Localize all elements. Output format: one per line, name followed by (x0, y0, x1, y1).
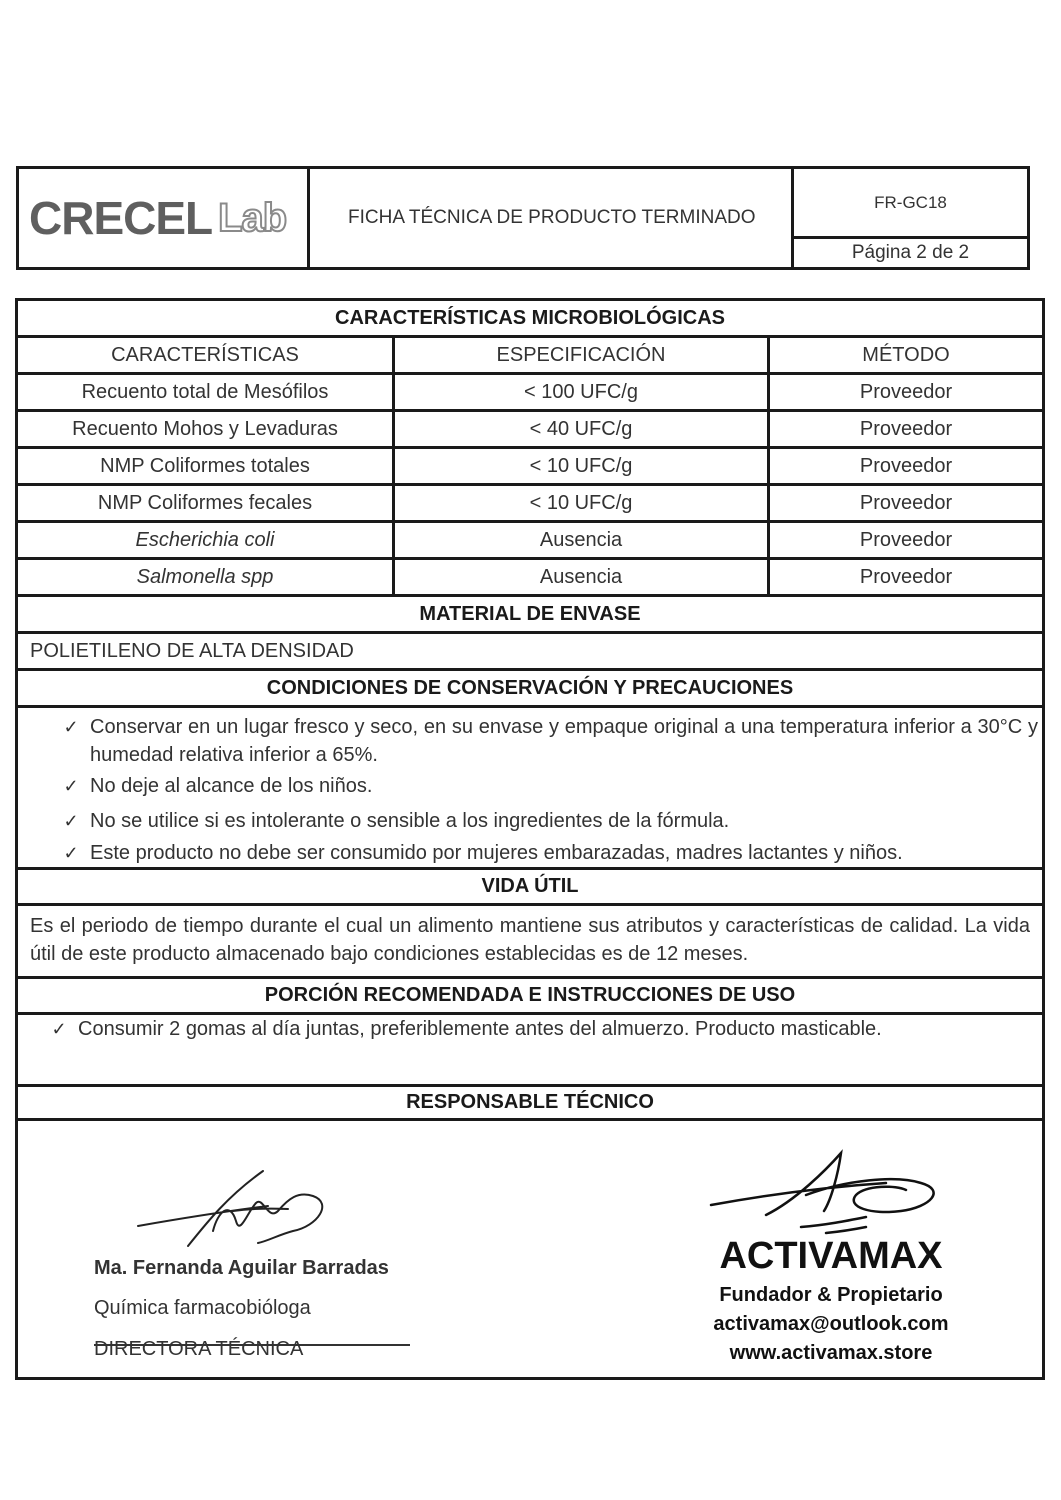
cell-method: Proveedor (859, 528, 953, 551)
logo-lab-text: Lab (218, 195, 287, 240)
cell-characteristic: Recuento Mohos y Levaduras (18, 412, 395, 446)
list-item (52, 807, 1038, 835)
cell-method: Proveedor (859, 380, 953, 403)
table-row (18, 375, 1042, 412)
table-row (18, 523, 1042, 560)
list-item-text: No deje al alcance de los niños. (90, 775, 373, 797)
list-item-text: Conservar en un lugar fresco y seco, en su envase y empaque original a una temperatura inferior a 30°C y humedad relativa inferior a 65%. (90, 716, 1038, 766)
cell-specification: < 10 UFC/g (395, 486, 770, 520)
activamax-website: www.activamax.store (729, 1342, 933, 1364)
cell-method: Proveedor (859, 417, 953, 440)
signature-area (18, 1121, 1042, 1377)
responsable-name: Ma. Fernanda Aguilar Barradas (94, 1257, 389, 1279)
check-icon: ✓ (63, 776, 79, 796)
column-header-metodo: MÉTODO (862, 343, 950, 366)
list-item (40, 1015, 1038, 1043)
porcion-list-container (18, 1015, 1042, 1087)
list-item (52, 772, 1038, 800)
vida-util-text: Es el periodo de tiempo durante el cual un alimento mantiene sus atributos y características de calidad. La vida útil de este producto almacenado bajo condiciones establecidas es de 12 meses. (30, 915, 1030, 965)
responsable-role: DIRECTORA TÉCNICA (94, 1338, 304, 1360)
cell-method: Proveedor (859, 565, 953, 588)
list-item (52, 839, 1038, 867)
conservacion-section-title: CONDICIONES DE CONSERVACIÓN Y PRECAUCIONES (18, 671, 1042, 708)
vida-util-section-title: VIDA ÚTIL (18, 870, 1042, 906)
document-code-cell (794, 169, 1027, 267)
cell-specification: Ausencia (395, 523, 770, 557)
signature-activamax (706, 1145, 966, 1235)
micro-header-row (18, 338, 1042, 375)
cell-specification: < 10 UFC/g (395, 449, 770, 483)
table-row (18, 560, 1042, 597)
micro-section-title: CARACTERÍSTICAS MICROBIOLÓGICAS (18, 301, 1042, 338)
activamax-brand: ACTIVAMAX (719, 1235, 943, 1277)
porcion-list (40, 1015, 1038, 1043)
logo (19, 169, 310, 267)
column-header-especificacion: ESPECIFICACIÓN (395, 338, 770, 372)
document-header (16, 166, 1030, 270)
document-title: FICHA TÉCNICA DE PRODUCTO TERMINADO (310, 169, 794, 267)
list-item-text: No se utilice si es intolerante o sensible a los ingredientes de la fórmula. (90, 810, 730, 832)
table-row (18, 486, 1042, 523)
conservacion-list-container (18, 708, 1042, 870)
cell-characteristic: Escherichia coli (18, 523, 395, 557)
page-number: Página 2 de 2 (851, 242, 970, 263)
cell-specification: < 100 UFC/g (395, 375, 770, 409)
conservacion-list (52, 713, 1038, 867)
envase-value: POLIETILENO DE ALTA DENSIDAD (18, 634, 1042, 671)
signature-fernanda (118, 1151, 358, 1271)
cell-method: Proveedor (859, 454, 953, 477)
check-icon: ✓ (63, 843, 79, 863)
cell-characteristic: NMP Coliformes fecales (18, 486, 395, 520)
table-row (18, 412, 1042, 449)
check-icon: ✓ (63, 811, 79, 831)
vida-util-container (18, 906, 1042, 979)
list-item (52, 713, 1038, 769)
cell-characteristic: Salmonella spp (18, 560, 395, 594)
column-header-caracteristicas: CARACTERÍSTICAS (18, 338, 395, 372)
cell-characteristic: NMP Coliformes totales (18, 449, 395, 483)
cell-characteristic: Recuento total de Mesófilos (18, 375, 395, 409)
cell-method: Proveedor (859, 491, 953, 514)
list-item-text: Consumir 2 gomas al día juntas, preferiblemente antes del almuerzo. Producto masticable. (78, 1018, 882, 1040)
porcion-section-title: PORCIÓN RECOMENDADA E INSTRUCCIONES DE USO (18, 979, 1042, 1015)
cell-specification: < 40 UFC/g (395, 412, 770, 446)
document-code: FR-GC18 (794, 169, 1027, 239)
responsable-section-title: RESPONSABLE TÉCNICO (18, 1087, 1042, 1121)
cell-specification: Ausencia (395, 560, 770, 594)
logo-crecel-text: CRECEL (29, 192, 213, 244)
envase-section-title: MATERIAL DE ENVASE (18, 597, 1042, 634)
technical-sheet-table (15, 298, 1045, 1380)
activamax-role: Fundador & Propietario (719, 1284, 943, 1306)
responsable-profession: Química farmacobióloga (94, 1297, 311, 1319)
list-item-text: Este producto no debe ser consumido por mujeres embarazadas, madres lactantes y niños. (90, 842, 903, 864)
check-icon: ✓ (63, 717, 79, 737)
table-row (18, 449, 1042, 486)
activamax-email: activamax@outlook.com (713, 1313, 949, 1335)
check-icon: ✓ (51, 1019, 67, 1039)
